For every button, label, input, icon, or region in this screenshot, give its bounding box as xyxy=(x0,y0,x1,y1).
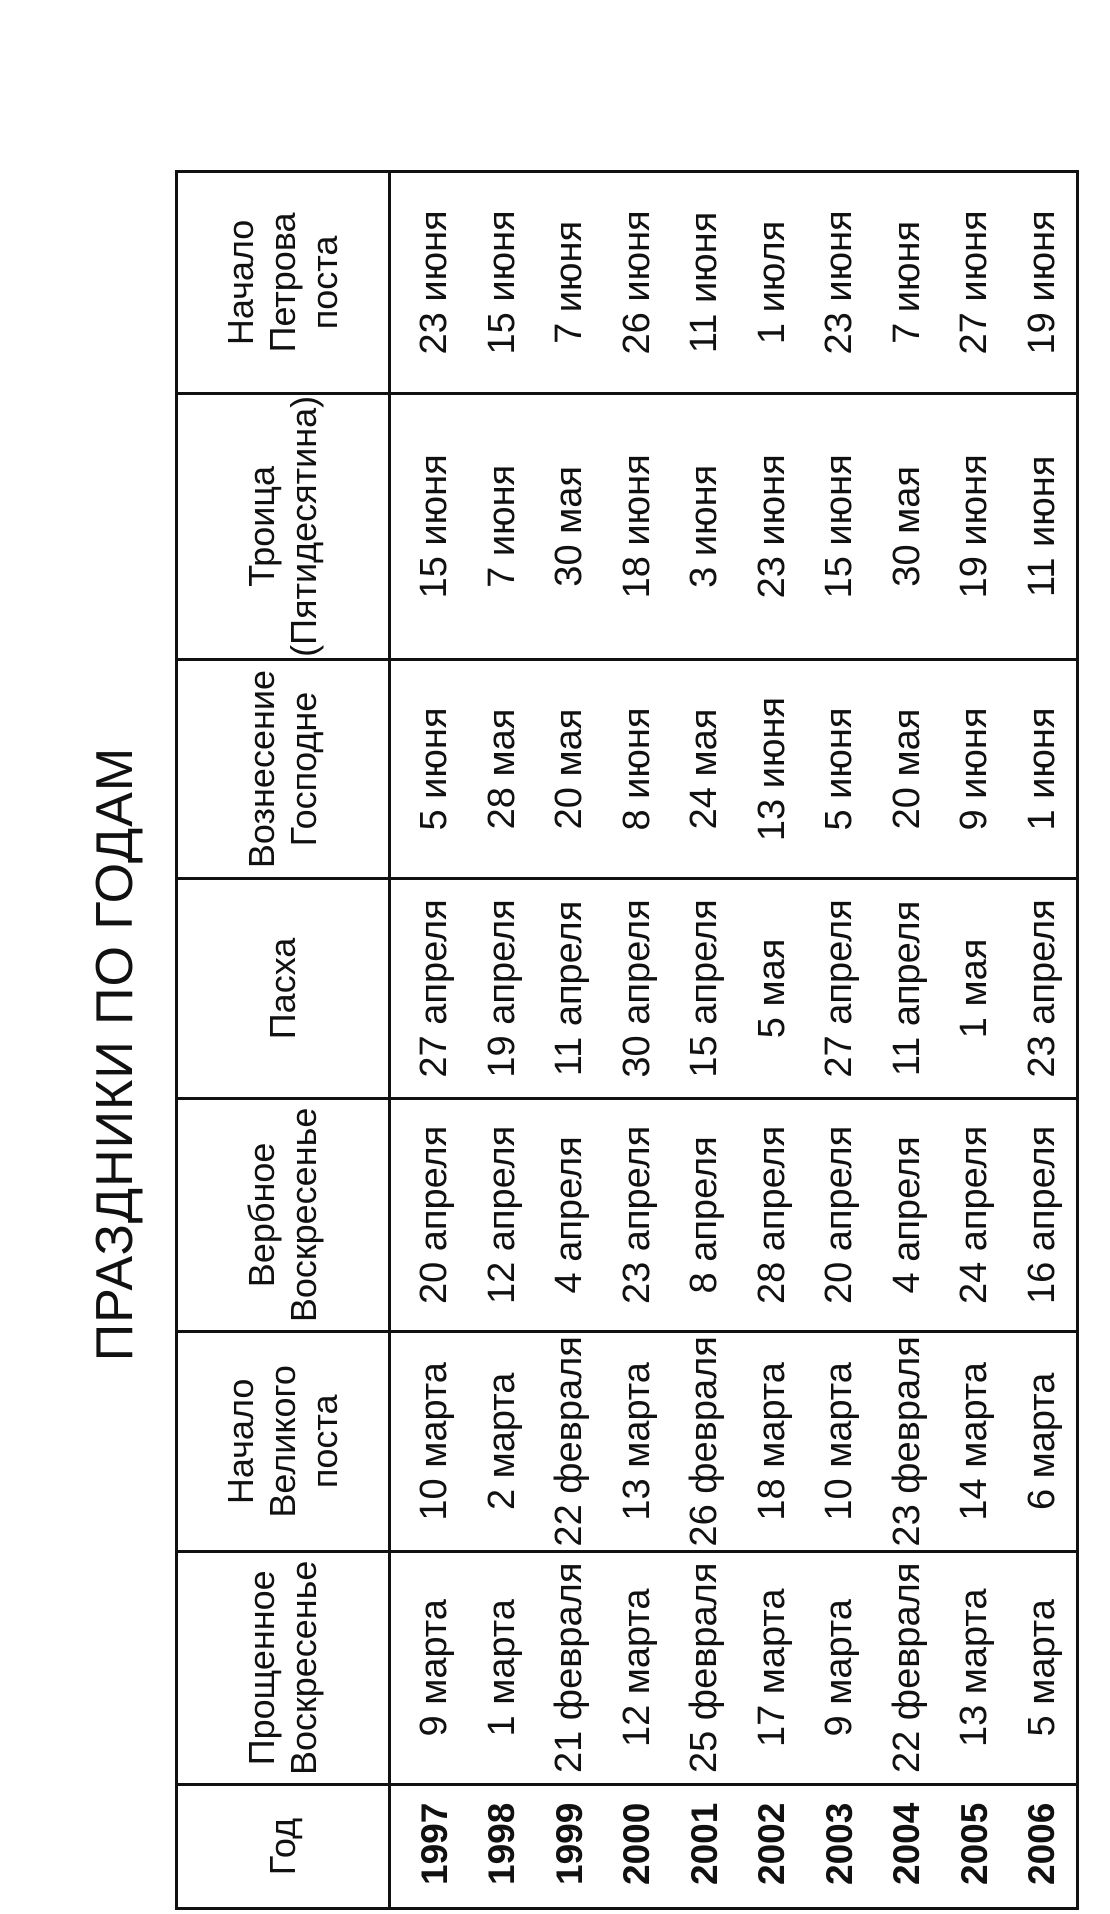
year-cell: 1997 xyxy=(413,1802,455,1885)
date-cell: 15 июня xyxy=(818,454,861,599)
column-body xyxy=(391,173,1076,392)
column-easter xyxy=(178,877,1076,1096)
date-cell: 10 марта xyxy=(413,1362,456,1521)
date-cell: 7 июня xyxy=(480,464,523,588)
date-cell: 30 мая xyxy=(885,466,928,587)
year-cell: 2002 xyxy=(751,1802,793,1885)
column-trinity xyxy=(178,392,1076,658)
page-title: ПРАЗДНИКИ ПО ГОДАМ xyxy=(86,746,144,1362)
date-cell: 20 апреля xyxy=(413,1125,456,1305)
date-cell: 24 мая xyxy=(683,708,726,830)
column-body xyxy=(391,1786,1076,1907)
column-ascension xyxy=(178,658,1076,877)
date-cell: 14 марта xyxy=(953,1362,996,1521)
date-cell: 17 марта xyxy=(750,1588,793,1748)
date-cell: 23 июня xyxy=(818,210,861,355)
date-cell: 13 марта xyxy=(615,1362,658,1521)
date-cell: 1 июня xyxy=(1020,707,1063,831)
date-cell: 23 июня xyxy=(750,454,793,599)
date-cell: 24 апреля xyxy=(953,1125,996,1305)
year-cell: 2006 xyxy=(1021,1802,1063,1885)
date-cell: 19 апреля xyxy=(480,899,523,1078)
date-cell: 5 июня xyxy=(413,707,456,831)
date-cell: 5 мая xyxy=(750,938,793,1039)
holidays-table xyxy=(175,170,1079,1910)
date-cell: 23 февраля xyxy=(885,1336,928,1547)
date-cell: 30 апреля xyxy=(615,899,658,1078)
date-cell: 4 апреля xyxy=(885,1136,928,1294)
column-peter-fast-start xyxy=(178,173,1076,392)
date-cell: 9 июня xyxy=(953,707,996,831)
date-cell: 11 июня xyxy=(683,211,726,354)
date-cell: 11 апреля xyxy=(548,900,591,1077)
date-cell: 15 июня xyxy=(480,210,523,355)
year-cell: 2001 xyxy=(683,1802,725,1885)
date-cell: 9 марта xyxy=(413,1599,456,1737)
date-cell: 12 апреля xyxy=(480,1125,523,1305)
column-body xyxy=(391,661,1076,877)
date-cell: 7 июня xyxy=(885,220,928,344)
date-cell: 1 марта xyxy=(480,1599,523,1737)
date-cell: 27 июня xyxy=(953,210,996,355)
year-cell: 2005 xyxy=(953,1802,995,1885)
header-ascension: Вознесение Господне xyxy=(178,661,391,877)
column-body xyxy=(391,1333,1076,1549)
year-cell: 1999 xyxy=(548,1802,590,1885)
year-cell: 1998 xyxy=(481,1802,523,1885)
date-cell: 7 июня xyxy=(548,220,591,344)
header-trinity: Троица (Пятидесятина) xyxy=(178,395,391,658)
date-cell: 27 апреля xyxy=(413,899,456,1078)
column-forgiveness-sunday xyxy=(178,1550,1076,1784)
date-cell: 13 марта xyxy=(953,1588,996,1748)
column-body xyxy=(391,880,1076,1096)
date-cell: 2 марта xyxy=(480,1372,523,1511)
date-cell: 6 марта xyxy=(1020,1372,1063,1511)
date-cell: 20 мая xyxy=(885,708,928,830)
date-cell: 8 апреля xyxy=(683,1136,726,1294)
date-cell: 22 февраля xyxy=(885,1562,928,1774)
date-cell: 21 февраля xyxy=(548,1562,591,1774)
date-cell: 15 апреля xyxy=(683,899,726,1078)
date-cell: 4 апреля xyxy=(548,1136,591,1294)
date-cell: 18 марта xyxy=(750,1362,793,1521)
date-cell: 5 марта xyxy=(1020,1599,1063,1737)
header-peter-fast-start: Начало Петрова поста xyxy=(178,173,391,392)
date-cell: 26 июня xyxy=(615,210,658,355)
year-cell: 2003 xyxy=(818,1802,860,1885)
date-cell: 22 февраля xyxy=(548,1336,591,1547)
date-cell: 28 мая xyxy=(480,708,523,830)
date-cell: 20 апреля xyxy=(818,1125,861,1305)
date-cell: 1 июля xyxy=(750,220,793,345)
date-cell: 12 марта xyxy=(615,1588,658,1748)
date-cell: 23 апреля xyxy=(615,1125,658,1305)
date-cell: 11 июня xyxy=(1020,455,1063,597)
date-cell: 27 апреля xyxy=(818,899,861,1078)
date-cell: 1 мая xyxy=(953,938,996,1039)
year-cell: 2004 xyxy=(886,1802,928,1885)
date-cell: 18 июня xyxy=(615,454,658,599)
header-year: Год xyxy=(178,1786,391,1907)
date-cell: 16 апреля xyxy=(1020,1125,1063,1305)
header-forgiveness-sunday: Прощенное Воскресенье xyxy=(178,1553,391,1784)
column-year xyxy=(178,1783,1076,1907)
date-cell: 13 июня xyxy=(750,696,793,842)
date-cell: 26 февраля xyxy=(683,1336,726,1547)
date-cell: 8 июня xyxy=(615,707,658,831)
date-cell: 3 июня xyxy=(683,464,726,588)
column-great-lent-start xyxy=(178,1330,1076,1549)
date-cell: 11 апреля xyxy=(885,900,928,1077)
date-cell: 15 июня xyxy=(413,454,456,599)
column-body xyxy=(391,1100,1076,1331)
column-body xyxy=(391,1553,1076,1784)
date-cell: 19 июня xyxy=(1020,210,1063,355)
header-easter: Пасха xyxy=(178,880,391,1096)
date-cell: 10 марта xyxy=(818,1362,861,1521)
date-cell: 9 марта xyxy=(818,1599,861,1737)
date-cell: 20 мая xyxy=(548,708,591,830)
year-cell: 2000 xyxy=(616,1802,658,1885)
date-cell: 23 апреля xyxy=(1020,899,1063,1078)
date-cell: 28 апреля xyxy=(750,1125,793,1305)
date-cell: 25 февраля xyxy=(683,1562,726,1774)
date-cell: 23 июня xyxy=(413,210,456,355)
header-great-lent-start: Начало Великого поста xyxy=(178,1333,391,1549)
header-palm-sunday: Вербное Воскресенье xyxy=(178,1100,391,1331)
date-cell: 5 июня xyxy=(818,707,861,831)
column-palm-sunday xyxy=(178,1097,1076,1331)
date-cell: 30 мая xyxy=(548,466,591,587)
column-body xyxy=(391,395,1076,658)
date-cell: 19 июня xyxy=(953,454,996,599)
